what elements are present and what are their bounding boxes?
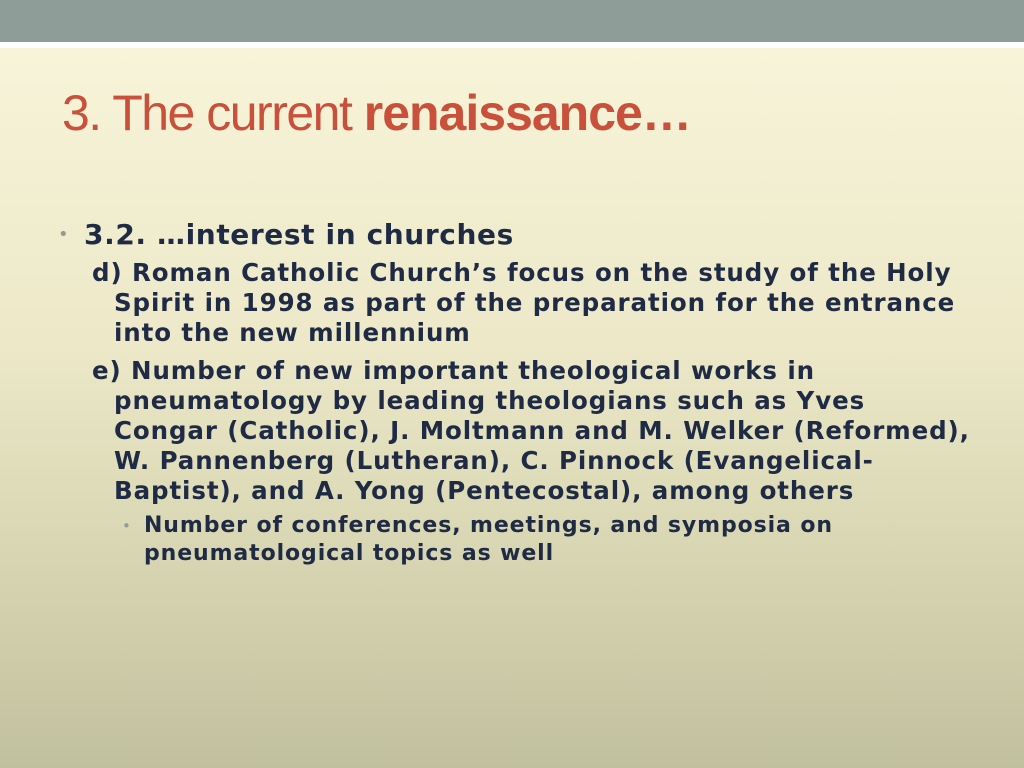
list-item-d: d) Roman Catholic Church’s focus on the study of the Holy Spirit in 1998 as part of the preparation for the entrance into the new millennium	[92, 258, 956, 347]
title-bold-text: renaissance…	[363, 85, 691, 141]
slide-title	[62, 84, 691, 142]
bullet-level1-text: 3.2. …interest in churches	[84, 218, 514, 251]
bullet-dot-icon: •	[58, 224, 70, 245]
sub-bullet	[122, 512, 978, 568]
sub-bullet-text: Number of conferences, meetings, and symposia on pneumatological topics as well	[144, 513, 833, 566]
list-item-e: e) Number of new important theological works in pneumatology by leading theologians such as Yves Congar (Catholic), J. Moltmann and M. Welker (Reformed), W. Pannenberg (Lutheran), C. Pinnock (Evangelical-Baptist), and A. Yong (Pentecostal), among others	[92, 356, 970, 505]
top-divider-line	[0, 42, 1024, 48]
title-regular-text: 3. The current	[62, 85, 364, 141]
slide-body	[58, 216, 978, 568]
top-band	[0, 0, 1024, 42]
bullet-level1	[58, 216, 978, 254]
sub-bullet-dot-icon: •	[122, 517, 132, 535]
